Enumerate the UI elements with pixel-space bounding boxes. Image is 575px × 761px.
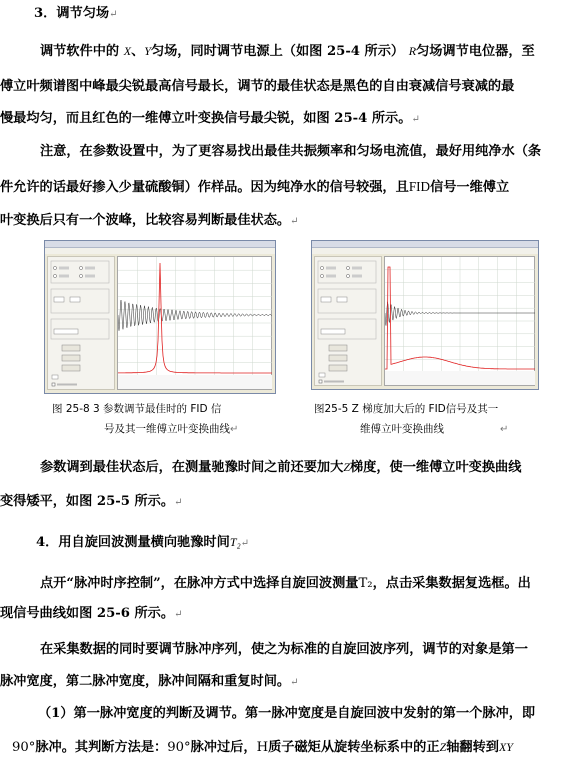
paragraph-line: 注意，在参数设置中，为了更容易找出最佳共振频率和匀场电流值，最好用纯净水（条 [40, 144, 542, 159]
paragraph-line: 傅立叶频谱图中峰最尖锐最高信号最长，调节的最佳状态是黑色的自由衰减信号衰减的最 [0, 79, 515, 94]
paragraph-line: 件允许的话最好掺入少量硫酸铜）作样品。因为纯净水的信号较强，且FID信号一维傅立 [0, 179, 510, 195]
paragraph-line: 在采集数据的同时要调节脉冲序列，使之为标准的自旋回波序列，调节的对象是第一 [40, 642, 528, 657]
window-titlebar [45, 241, 275, 248]
paragraph-line: 调节软件中的 X、Y匀场，同时调节电源上（如图 25-4 所示） R匀场调节电位器，至 [40, 44, 535, 59]
paragraph-line: 慢最均匀，而且红色的一维傅立叶变换信号最尖锐，如图 25-4 所示。↵ [0, 111, 420, 126]
paragraph-line: 90°脉冲。其判断方法是：90°脉冲过后，H质子磁矩从旋转坐标系中的正Z轴翻转到XY [12, 740, 513, 755]
window-menubar [312, 248, 538, 254]
figure-caption-left: 图 25-8 3 参数调节最佳时的 FID 信 [52, 403, 222, 415]
signal-plot [117, 256, 272, 390]
window-menubar [45, 248, 275, 254]
fid-screenshot-left [44, 240, 276, 394]
window-titlebar [312, 241, 538, 248]
figure-caption-left-line2: 号及其一维傅立叶变换曲线↵ [104, 423, 239, 435]
signal-plot [384, 256, 535, 386]
figure-caption-right-line2: 维傅立叶变换曲线 ↵ [360, 423, 509, 435]
x-axis-strip [118, 375, 272, 389]
parameter-controls [48, 257, 114, 390]
paragraph-line: 变得矮平，如图 25-5 所示。↵ [0, 494, 183, 509]
paragraph-line: （1）第一脉冲宽度的判断及调节。第一脉冲宽度是自旋回波中发射的第一个脉冲，即 [38, 706, 536, 721]
parameter-panel [47, 256, 115, 390]
fid-screenshot-right [311, 240, 539, 390]
figure-caption-right: 图25-5 Z 梯度加大后的 FID信号及其一 [314, 403, 499, 415]
parameter-panel [314, 256, 382, 386]
paragraph-line: 叶变换后只有一个波峰，比较容易判断最佳状态。↵ [0, 213, 299, 228]
paragraph-line: 参数调到最佳状态后，在测量驰豫时间之前还要加大Z梯度，使一维傅立叶变换曲线 [40, 460, 522, 475]
section-3-heading: 3．调节匀场 [34, 6, 110, 21]
paragraph-line: 点开“脉冲时序控制”，在脉冲方式中选择自旋回波测量T₂，点击采集数据复选框。出 [40, 576, 531, 591]
x-axis-strip [385, 371, 535, 385]
parameter-controls [315, 257, 381, 386]
paragraph-line: 脉冲宽度，第二脉冲宽度，脉冲间隔和重复时间。↵ [0, 674, 299, 689]
paragraph-line: 现信号曲线如图 25-6 所示。↵ [0, 606, 183, 621]
section-4-heading: 4．用自旋回波测量横向驰豫时间T₂↵ [36, 535, 250, 550]
fid-and-fft-curves [118, 257, 272, 389]
fid-and-fft-curves [385, 257, 535, 385]
